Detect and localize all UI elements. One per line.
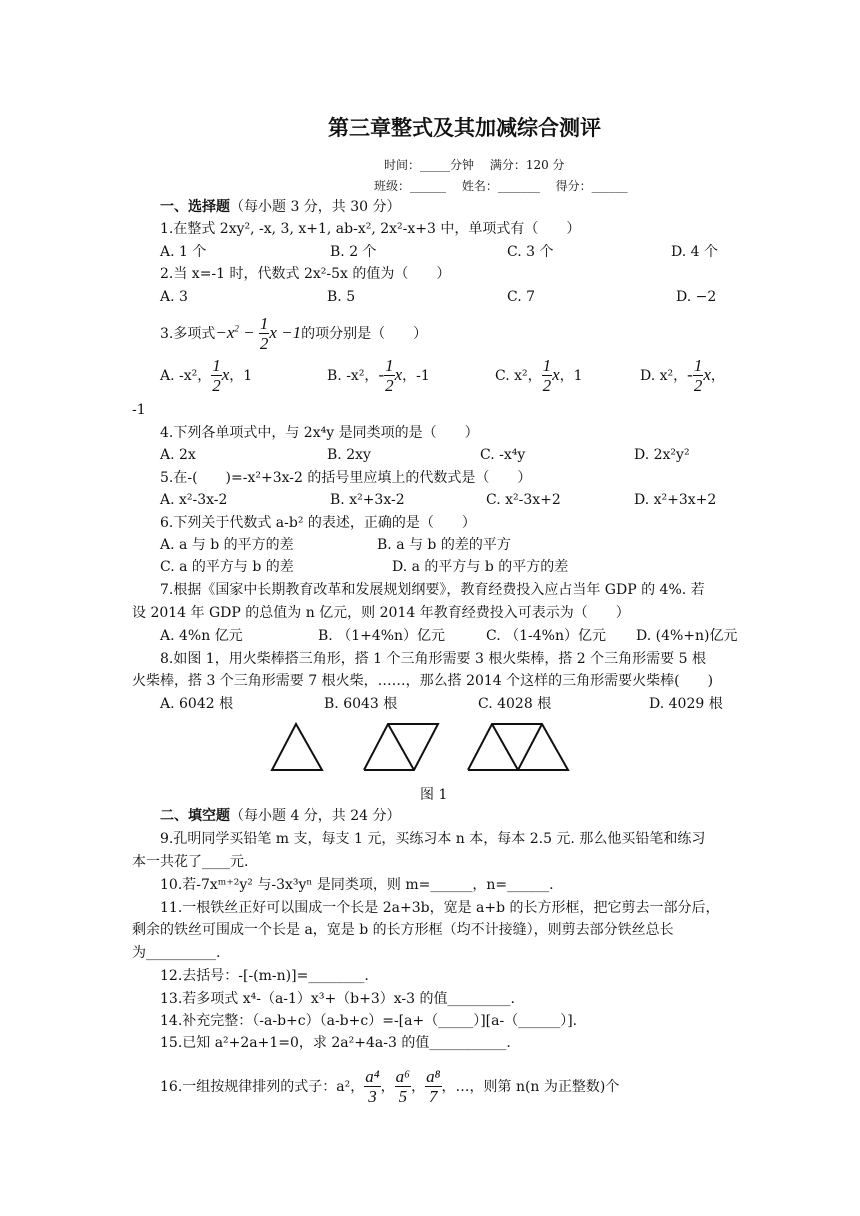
q2-option-b: B. 5 (327, 289, 356, 305)
question-15: 15.已知 a²+2a+1=0，求 2a²+4a-3 的值___________. (160, 1035, 511, 1051)
question-10: 10.若-7xᵐ⁺²y² 与-3x³yⁿ 是同类项，则 m=______，n=______. (160, 877, 554, 893)
q4-option-b: B. 2xy (327, 447, 371, 463)
q4-option-d: D. 2x²y² (634, 447, 690, 463)
section-heading-fill (160, 807, 401, 825)
q3-option-b: B. -x²，- $\frac{1}{2}$ x，-1 (327, 355, 430, 395)
question-5-stem: 5.在-( )=-x²+3x-2 的括号里应填上的代数式是（ ） (160, 470, 532, 486)
question-6-stem: 6.下列关于代数式 a-b² 的表述，正确的是（ ） (160, 515, 476, 531)
question-16: 16.一组按规律排列的式子：a²， $\frac{\text{a⁴}}{3}$ ， $\frac{\text{a⁶}}{5}$ ， $\frac{\text{a⁸}}{7}$ ，…，则第 n(n 为正整数)个 (160, 1066, 620, 1106)
question-8-line-1: 8.如图 1，用火柴棒搭三角形，搭 1 个三角形需要 3 根火柴棒，搭 2 个三角形需要 5 根 (160, 651, 706, 667)
q3-stem-prefix: 3.多项式 (160, 326, 216, 342)
q7-option-c: C. （1-4%n）亿元 (486, 628, 606, 644)
figure-caption: 图 1 (420, 787, 448, 803)
q7-option-d: D. (4%+n)亿元 (636, 628, 738, 644)
question-9-line-2: 本一共花了____元. (132, 854, 249, 870)
q8-option-a: A. 6042 根 (160, 696, 234, 712)
time-score-line: 时间：_____分钟 满分：120 分 (384, 158, 565, 172)
q2-option-d: D. −2 (676, 289, 717, 305)
student-info-line: 班级：______ 姓名：_______ 得分：______ (374, 179, 628, 193)
question-7-line-2: 设 2014 年 GDP 的总值为 n 亿元，则 2014 年教育经费投入可表示为（ ） (132, 605, 630, 621)
question-11-line-3: 为__________. (132, 945, 221, 961)
q4-option-c: C. -x⁴y (480, 447, 526, 463)
q3-option-d: D. x²，- $\frac{1}{2}$ x， (640, 355, 725, 395)
q6-option-b: B. a 与 b 的差的平方 (377, 537, 511, 553)
q7-option-b: B. （1+4%n）亿元 (318, 628, 446, 644)
q5-option-b: B. x²+3x-2 (330, 492, 405, 508)
q6-option-c: C. a 的平方与 b 的差 (160, 559, 294, 575)
three-triangle-group (468, 724, 568, 770)
q3-option-c: C. x²， $\frac{1}{2}$ x，1 (495, 355, 583, 395)
q8-option-c: C. 4028 根 (478, 696, 552, 712)
q3-option-a: A. -x²， $\frac{1}{2}$ x，1 (160, 355, 253, 395)
single-triangle (272, 724, 322, 770)
question-2-stem: 2.当 x=-1 时，代数式 2x²-5x 的值为（ ） (160, 266, 451, 282)
question-4-stem: 4.下列各单项式中，与 2x⁴y 是同类项的是（ ） (160, 425, 479, 441)
question-3-stem (160, 314, 427, 354)
q3-a-suffix: ，1 (229, 368, 253, 384)
q4-option-a: A. 2x (160, 447, 196, 463)
q6-option-d: D. a 的平方与 b 的平方的差 (392, 559, 569, 575)
question-12: 12.去括号：-[-(m-n)]=________. (160, 968, 369, 984)
question-11-line-1: 11.一根铁丝正好可以围成一个长是 2a+3b，宽是 a+b 的长方形框，把它剪去一部分后， (160, 900, 720, 916)
q3-polynomial: $-x^2$ − $\frac{1}{2}$ x −1 (215, 313, 302, 353)
q5-option-c: C. x²-3x+2 (486, 492, 561, 508)
q8-option-d: D. 4029 根 (649, 696, 723, 712)
section-title: 一、选择题 (160, 199, 230, 215)
q1-option-a: A. 1 个 (160, 244, 207, 260)
q3-a-prefix: A. -x²， (160, 368, 212, 384)
q8-option-b: B. 6043 根 (324, 696, 398, 712)
q2-option-a: A. 3 (160, 289, 188, 305)
q1-option-b: B. 2 个 (330, 244, 377, 260)
matchstick-triangles-figure (266, 718, 586, 780)
q3-stem-suffix: 的项分别是（ ） (301, 326, 428, 342)
q16-fraction-2: $\frac{\text{a⁶}}{5}$ (395, 1066, 411, 1106)
q6-option-a: A. a 与 b 的平方的差 (160, 537, 294, 553)
q3-d-prefix: D. x²， (640, 368, 688, 384)
q3-option-d-wrap: -1 (132, 402, 146, 418)
question-7-line-1: 7.根据《国家中长期教育改革和发展规划纲要》，教育经费投入应占当年 GDP 的 4%. 若 (160, 582, 705, 598)
question-11-line-2: 剩余的铁丝可围成一个长是 a，宽是 b 的长方形框（均不计接缝），则剪去部分铁丝总长 (132, 922, 674, 938)
q16-suffix: ，…，则第 n(n 为正整数)个 (441, 1079, 620, 1095)
page-title: 第三章整式及其加减综合测评 (328, 116, 601, 140)
q3-b-suffix: ，-1 (402, 368, 430, 384)
q16-fraction-1: $\frac{\text{a⁴}}{3}$ (365, 1066, 380, 1106)
q1-option-c: C. 3 个 (507, 244, 554, 260)
q3-c-prefix: C. x²， (495, 368, 542, 384)
section-note: （每小题 3 分，共 30 分） (230, 199, 401, 215)
q7-option-a: A. 4%n 亿元 (160, 628, 243, 644)
q3-c-suffix: ，1 (559, 368, 583, 384)
section-title: 二、填空题 (160, 808, 230, 824)
q2-option-c: C. 7 (507, 289, 536, 305)
q3-d-suffix: ， (710, 368, 725, 384)
question-8-line-2: 火柴棒，搭 3 个三角形需要 7 根火柴，……，那么搭 2014 个这样的三角形需要火柴棒( ) (132, 673, 714, 689)
question-9-line-1: 9.孔明同学买铅笔 m 支，每支 1 元，买练习本 n 本，每本 2.5 元. 那么他买铅笔和练习 (160, 831, 706, 847)
q5-option-d: D. x²+3x+2 (634, 492, 717, 508)
question-14: 14.补充完整：（-a-b+c）（a-b+c）=-[a+（_____）][a-（______）]. (160, 1013, 578, 1029)
q16-prefix: 16.一组按规律排列的式子：a²， (160, 1079, 365, 1095)
question-1-stem: 1.在整式 2xy², -x, 3, x+1, ab-x², 2x²-x+3 中，单项式有（ ） (160, 221, 581, 237)
section-heading-choice (160, 198, 401, 216)
q3-b-prefix: B. -x²， (327, 368, 379, 384)
question-13: 13.若多项式 x⁴-（a-1）x³+（b+3）x-3 的值_________. (160, 991, 515, 1007)
q5-option-a: A. x²-3x-2 (160, 492, 228, 508)
q1-option-d: D. 4 个 (671, 244, 718, 260)
section-note: （每小题 4 分，共 24 分） (230, 808, 401, 824)
q16-fraction-3: $\frac{\text{a⁸}}{7}$ (426, 1066, 441, 1106)
